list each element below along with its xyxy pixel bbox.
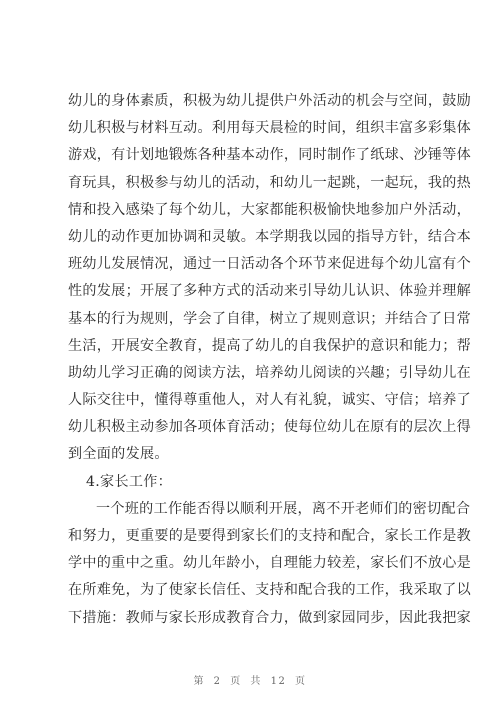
paragraph-line: 助幼儿学习正确的阅读方法，培养幼儿阅读的兴趣；引导幼儿在 [68, 364, 472, 381]
paragraph-line: 人际交往中，懂得尊重他人，对人有礼貌，诚实、守信；培养了 [68, 392, 472, 409]
paragraph-line: 学中的重中之重。幼儿年龄小，自理能力较差，家长们不放心是 [68, 555, 472, 572]
paragraph-line: 育玩具，积极参与幼儿的活动，和幼儿一起跳，一起玩，我的热 [68, 174, 472, 191]
document-body [68, 88, 472, 632]
paragraph-line: 在所难免，为了使家长信任、支持和配合我的工作，我采取了以 [68, 582, 472, 599]
paragraph-line: 到全面的发展。 [68, 446, 169, 463]
page-footer: 第 2 页 共 12 页 [193, 676, 307, 687]
paragraph-line: 幼儿的动作更加协调和灵敏。本学期我以园的指导方针，结合本 [68, 228, 472, 245]
paragraph-line: 一个班的工作能否得以顺利开展，离不开老师们的密切配合 [96, 500, 471, 517]
paragraph-line: 性的发展；开展了多种方式的活动来引导幼儿认识、体验并理解 [68, 283, 472, 300]
paragraph-line: 幼儿积极与材料互动。利用每天晨检的时间，组织丰富多彩集体 [68, 120, 472, 137]
paragraph-line: 情和投入感染了每个幼儿，大家都能积极愉快地参加户外活动， [68, 201, 472, 218]
paragraph-line: 基本的行为规则，学会了自律，树立了规则意识；并结合了日常 [68, 310, 472, 327]
paragraph-line: 生活，开展安全教育，提高了幼儿的自我保护的意识和能力；帮 [68, 337, 472, 354]
paragraph-line: 下措施：教师与家长形成教育合力，做到家园同步，因此我把家 [68, 609, 472, 626]
paragraph-line: 游戏，有计划地锻炼各种基本动作，同时制作了纸球、沙锤等体 [68, 147, 472, 164]
paragraph-line: 和努力，更重要的是要得到家长们的支持和配合，家长工作是教 [68, 528, 472, 544]
paragraph-line: 幼儿的身体素质，积极为幼儿提供户外活动的机会与空间，鼓励 [68, 93, 472, 109]
paragraph-line: 班幼儿发展情况，通过一日活动各个环节来促进每个幼儿富有个 [68, 256, 472, 273]
paragraph-line: 幼儿积极主动参加各项体育活动；使每位幼儿在原有的层次上得 [68, 419, 472, 436]
section-heading: 4.家长工作： [86, 473, 173, 490]
